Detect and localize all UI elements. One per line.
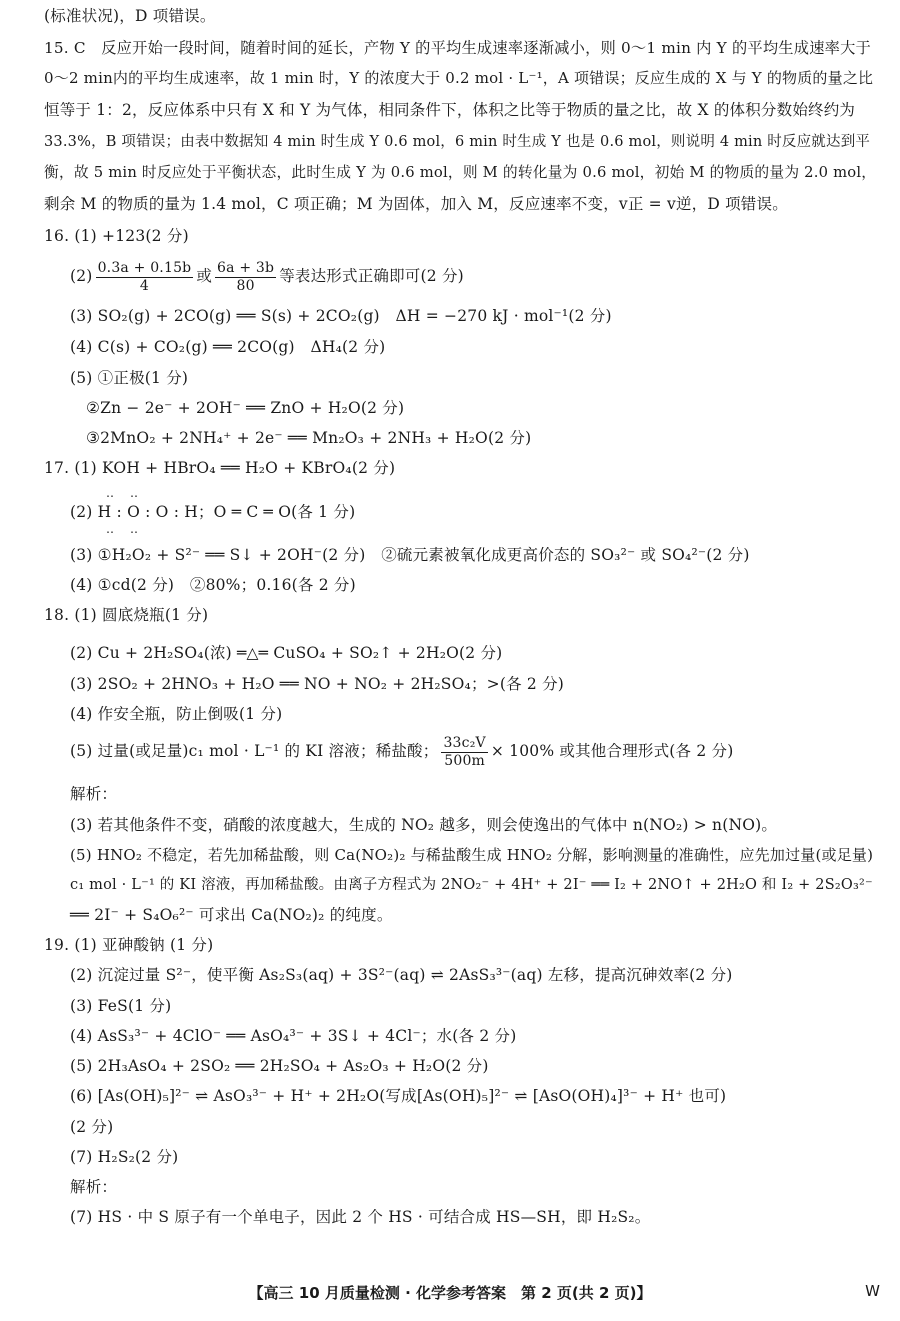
fraction-a-denominator: 4 (139, 277, 149, 294)
q19-line: (6) [As(OH)₅]²⁻ ⇌ AsO₃³⁻ + H⁺ + 2H₂O(写成[As(OH)₅]²⁻ ⇌ [AsO(OH)₄]³⁻ + H⁺ 也可) (70, 1087, 727, 1105)
footer-mark: W (865, 1282, 880, 1300)
q18-analysis-line: c₁ mol · L⁻¹ 的 KI 溶液，再加稀盐酸。由离子方程式为 2NO₂⁻ + 4H⁺ + 2I⁻ ══ I₂ + 2NO↑ + 2H₂O 和 I₂ + 2S₂O₃²⁻ (70, 877, 873, 893)
q15-line: 衡，故 5 min 时反应处于平衡状态，此时生成 Y 为 0.6 mol，则 M 的转化量为 0.6 mol，初始 M 的物质的量为 2.0 mol， (44, 164, 877, 181)
q17-line: (2) H : O : O : H；O ═ C ═ O(各 1 分) (70, 503, 356, 521)
fraction-c (441, 735, 487, 770)
q18-analysis-line: ══ 2I⁻ + S₄O₆²⁻ 可求出 Ca(NO₂)₂ 的纯度。 (70, 906, 393, 924)
fraction-b-numerator: 6a + 3b (217, 259, 275, 276)
q18-analysis-line: (5) HNO₂ 不稳定，若先加稀盐酸，则 Ca(NO₂)₂ 与稀盐酸生成 HNO₂ 分解，影响测量的准确性，应先加过量(或足量) (70, 846, 874, 864)
q15-line: 15. C 反应开始一段时间，随着时间的延长，产物 Y 的平均生成速率逐渐减小，则 0～1 min 内 Y 的平均生成速率大于 (44, 39, 871, 57)
fraction-c-denominator: 500m (444, 752, 486, 769)
q18-line: (3) 2SO₂ + 2HNO₃ + H₂O ══ NO + NO₂ + 2H₂SO₄；>(各 2 分) (70, 675, 565, 693)
q16-2-prefix: (2) (70, 267, 93, 285)
q17-line: (4) ①cd(2 分) ②80%；0.16(各 2 分) (70, 576, 356, 594)
q18-analysis-line: (3) 若其他条件不变，硝酸的浓度越大，生成的 NO₂ 越多，则会使逸出的气体中 n(NO₂) > n(NO)。 (70, 816, 778, 834)
q16-line: (3) SO₂(g) + 2CO(g) ══ S(s) + 2CO₂(g) ΔH = −270 kJ · mol⁻¹(2 分) (70, 307, 612, 325)
q16-line: ②Zn − 2e⁻ + 2OH⁻ ══ ZnO + H₂O(2 分) (86, 399, 405, 417)
text-line: (标准状况)，D 项错误。 (44, 7, 216, 25)
fraction-c-numerator: 33c₂V (443, 734, 486, 751)
q16-2-suffix: 等表达形式正确即可(2 分) (279, 267, 464, 285)
analysis-heading: 解析： (70, 1178, 118, 1196)
fraction-a-numerator: 0.3a + 0.15b (97, 259, 192, 276)
q19-line: (4) AsS₃³⁻ + 4ClO⁻ ══ AsO₄³⁻ + 3S↓ + 4Cl⁻；水(各 2 分) (70, 1027, 517, 1045)
q19-line: (7) H₂S₂(2 分) (70, 1148, 179, 1166)
q16-line: (4) C(s) + CO₂(g) ══ 2CO(g) ΔH₄(2 分) (70, 338, 386, 356)
q16-2-or: 或 (196, 267, 213, 285)
q18-line: (4) 作安全瓶，防止倒吸(1 分) (70, 705, 283, 723)
q15-line: 33.3%，B 项错误；由表中数据知 4 min 时生成 Y 0.6 mol，6 min 时生成 Y 也是 0.6 mol，则说明 4 min 时反应就达到平 (44, 134, 871, 150)
q18-line: 18. (1) 圆底烧瓶(1 分) (44, 606, 209, 624)
fraction-a (96, 260, 194, 295)
electron-dots-top: ‥ ‥ (106, 486, 141, 500)
fraction-b-denominator: 80 (236, 277, 255, 294)
q19-line: (2) 沉淀过量 S²⁻，使平衡 As₂S₃(aq) + 3S²⁻(aq) ⇌ 2AsS₃³⁻(aq) 左移，提高沉砷效率(2 分) (70, 966, 733, 984)
q16-line: (5) ①正极(1 分) (70, 369, 189, 387)
fraction-b (215, 260, 276, 295)
q15-line: 剩余 M 的物质的量为 1.4 mol，C 项正确；M 为固体，加入 M，反应速率不变，v正 = v逆，D 项错误。 (44, 195, 788, 213)
q19-line: 19. (1) 亚砷酸钠 (1 分) (44, 936, 214, 954)
q19-line: (3) FeS(1 分) (70, 997, 172, 1015)
q15-line: 0～2 min内的平均生成速率，故 1 min 时，Y 的浓度大于 0.2 mol · L⁻¹，A 项错误；反应生成的 X 与 Y 的物质的量之比 (44, 69, 874, 87)
q19-line: (2 分) (70, 1118, 114, 1136)
q15-line: 恒等于 1：2，反应体系中只有 X 和 Y 为气体，相同条件下，体积之比等于物质的量之比，故 X 的体积分数始终约为 (44, 101, 856, 119)
q18-line: (2) Cu + 2H₂SO₄(浓) ═△═ CuSO₄ + SO₂↑ + 2H₂O(2 分) (70, 644, 503, 662)
q16-line: 16. (1) +123(2 分) (44, 227, 189, 245)
q16-line: ③2MnO₂ + 2NH₄⁺ + 2e⁻ ══ Mn₂O₃ + 2NH₃ + H₂O(2 分) (86, 429, 532, 447)
page-footer: 【高三 10 月质量检测 · 化学参考答案 第 2 页(共 2 页)】 (248, 1284, 652, 1302)
q18-fraction-line (70, 732, 880, 770)
q19-line: (5) 2H₃AsO₄ + 2SO₂ ══ 2H₂SO₄ + As₂O₃ + H₂O(2 分) (70, 1057, 489, 1075)
q19-analysis-line: (7) HS · 中 S 原子有一个单电子，因此 2 个 HS · 可结合成 HS—SH，即 H₂S₂。 (70, 1208, 651, 1226)
electron-dots-bottom: ‥ ‥ (106, 522, 141, 536)
q16-fraction-line (70, 258, 880, 295)
q18-5-suffix: × 100% 或其他合理形式(各 2 分) (490, 742, 734, 760)
q17-line: 17. (1) KOH + HBrO₄ ══ H₂O + KBrO₄(2 分) (44, 459, 396, 477)
q18-5-prefix: (5) 过量(或足量)c₁ mol · L⁻¹ 的 KI 溶液；稀盐酸； (70, 742, 439, 760)
analysis-heading: 解析： (70, 785, 118, 803)
q17-line: (3) ①H₂O₂ + S²⁻ ══ S↓ + 2OH⁻(2 分) ②硫元素被氧化成更高价态的 SO₃²⁻ 或 SO₄²⁻(2 分) (70, 546, 750, 564)
